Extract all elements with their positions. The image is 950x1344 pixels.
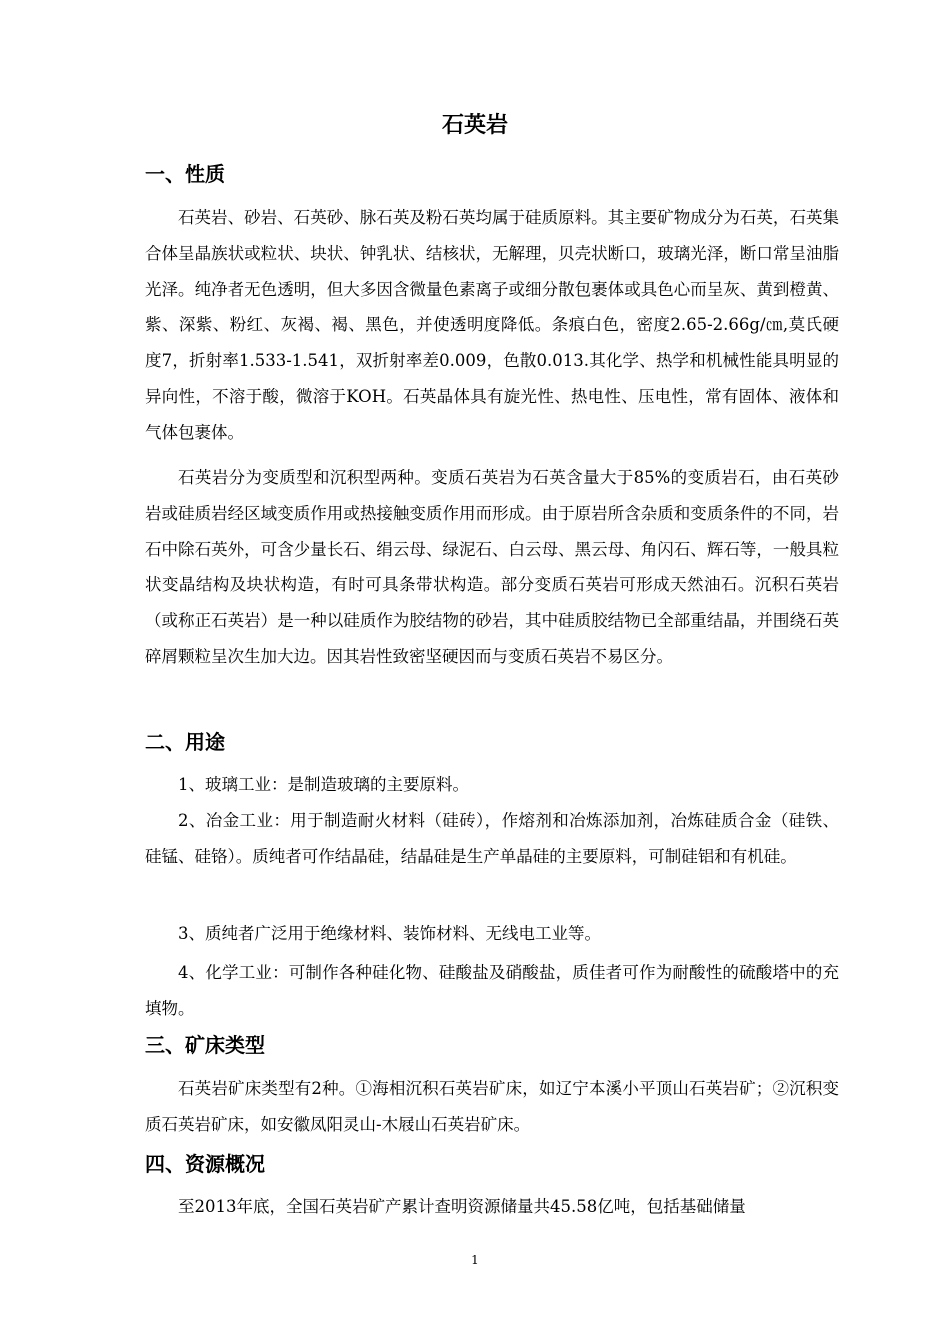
paragraph-uses-2: 2、冶金工业：用于制造耐火材料（硅砖），作熔剂和冶炼添加剂，冶炼硅质合金（硅铁、硅锰、硅铬）。质纯者可作结晶硅，结晶硅是生产单晶硅的主要原料，可制硅铝和有机硅。 (145, 811, 839, 866)
document-title: 石英岩 (441, 113, 508, 138)
paragraph-resources: 至2013年底，全国石英岩矿产累计查明资源储量共45.58亿吨，包括基础储量 (178, 1197, 746, 1216)
section-heading-resources: 四、资源概况 (145, 1152, 265, 1176)
paragraph-uses-4: 4、化学工业：可制作各种硅化物、硅酸盐及硝酸盐，质佳者可作为耐酸性的硫酸塔中的充填物。 (145, 963, 839, 1018)
section-heading-properties: 一、性质 (145, 162, 225, 186)
paragraph-deposit-types: 石英岩矿床类型有2种。①海相沉积石英岩矿床，如辽宁本溪小平顶山石英岩矿；②沉积变质石英岩矿床，如安徽凤阳灵山-木屐山石英岩矿床。 (145, 1079, 839, 1134)
paragraph-uses-3: 3、质纯者广泛用于绝缘材料、装饰材料、无线电工业等。 (178, 924, 601, 943)
paragraph-properties-1: 石英岩、砂岩、石英砂、脉石英及粉石英均属于硅质原料。其主要矿物成分为石英，石英集合体呈晶族状或粒状、块状、钟乳状、结核状，无解理，贝壳状断口，玻璃光泽，断口常呈油脂光泽。纯净者无色透明，但大多因含微量色素离子或细分散包裹体或具色心而呈灰、黄到橙黄、紫、深紫、粉红、灰褐、褐、黑色，并使透明度降低。条痕白色，密度2.65-2.66g/㎝,莫氏硬度7，折射率1.533-1.541，双折射率差0.009，色散0.013.其化学、热学和机械性能具明显的异向性，不溶于酸，微溶于KOH。石英晶体具有旋光性、热电性、压电性，常有固体、液体和气体包裹体。 (145, 208, 839, 442)
section-heading-deposit-types: 三、矿床类型 (145, 1033, 265, 1057)
paragraph-properties-2: 石英岩分为变质型和沉积型两种。变质石英岩为石英含量大于85%的变质岩石，由石英砂岩或硅质岩经区域变质作用或热接触变质作用而形成。由于原岩所含杂质和变质条件的不同，岩石中除石英外，可含少量长石、绢云母、绿泥石、白云母、黑云母、角闪石、辉石等，一般具粒状变晶结构及块状构造，有时可具条带状构造。部分变质石英岩可形成天然油石。沉积石英岩（或称正石英岩）是一种以硅质作为胶结物的砂岩，其中硅质胶结物已全部重结晶，并围绕石英碎屑颗粒呈次生加大边。因其岩性致密坚硬因而与变质石英岩不易区分。 (145, 468, 839, 666)
page-number: 1 (471, 1253, 479, 1267)
section-heading-uses: 二、用途 (145, 730, 225, 754)
paragraph-uses-1: 1、玻璃工业：是制造玻璃的主要原料。 (178, 775, 469, 794)
